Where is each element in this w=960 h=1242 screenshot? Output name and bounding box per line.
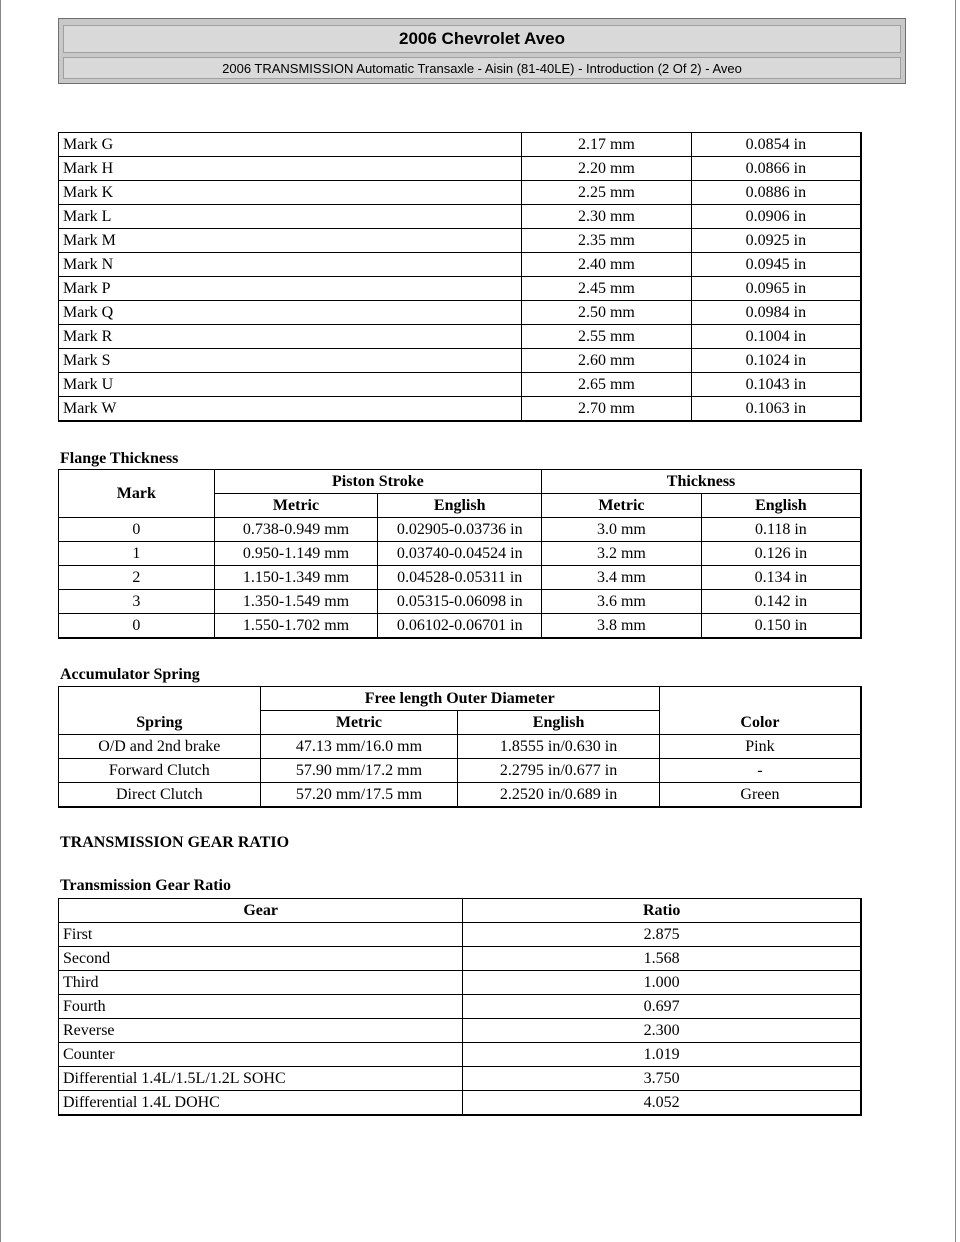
english-cell: 0.0965 in <box>691 277 861 301</box>
english-cell: 0.0866 in <box>691 157 861 181</box>
mark-cell: Mark H <box>59 157 522 181</box>
metric-cell: 2.50 mm <box>522 301 692 325</box>
english-cell: 0.0945 in <box>691 253 861 277</box>
metric-cell: 2.35 mm <box>522 229 692 253</box>
gear-cell: Reverse <box>59 1019 463 1043</box>
table-row <box>59 181 862 205</box>
spring-cell: O/D and 2nd brake <box>59 735 261 759</box>
table-row <box>59 542 862 566</box>
piston-english-cell: 0.04528-0.05311 in <box>378 566 542 590</box>
col-ps-metric: Metric <box>214 494 378 518</box>
metric-cell: 2.45 mm <box>522 277 692 301</box>
metric-cell: 2.20 mm <box>522 157 692 181</box>
metric-cell: 2.55 mm <box>522 325 692 349</box>
mark-cell: Mark L <box>59 205 522 229</box>
ratio-cell: 3.750 <box>463 1067 861 1091</box>
thickness-english-cell: 0.118 in <box>701 518 861 542</box>
thickness-metric-cell: 3.8 mm <box>542 614 702 639</box>
mark-cell: 3 <box>59 590 215 614</box>
gear-cell: Differential 1.4L/1.5L/1.2L SOHC <box>59 1067 463 1091</box>
mark-cell: Mark M <box>59 229 522 253</box>
table-row <box>59 301 862 325</box>
mark-cell: Mark R <box>59 325 522 349</box>
thickness-english-cell: 0.134 in <box>701 566 861 590</box>
ratio-cell: 0.697 <box>463 995 861 1019</box>
thickness-metric-cell: 3.2 mm <box>542 542 702 566</box>
gear-cell: Second <box>59 947 463 971</box>
metric-cell: 2.17 mm <box>522 133 692 157</box>
flange-body <box>59 518 862 639</box>
english-cell: 0.0886 in <box>691 181 861 205</box>
col-ps-english: English <box>378 494 542 518</box>
piston-metric-cell: 0.950-1.149 mm <box>214 542 378 566</box>
table-row <box>59 205 862 229</box>
thickness-english-cell: 0.142 in <box>701 590 861 614</box>
col-gear: Gear <box>59 899 463 923</box>
mark-cell: 2 <box>59 566 215 590</box>
thickness-english-cell: 0.126 in <box>701 542 861 566</box>
ratio-cell: 2.300 <box>463 1019 861 1043</box>
english-cell: 0.1004 in <box>691 325 861 349</box>
table-row <box>59 397 862 422</box>
gear-cell: Differential 1.4L DOHC <box>59 1091 463 1116</box>
piston-english-cell: 0.05315-0.06098 in <box>378 590 542 614</box>
ratio-cell: 1.019 <box>463 1043 861 1067</box>
mark-cell: Mark N <box>59 253 522 277</box>
mark-cell: Mark W <box>59 397 522 422</box>
page-border-left <box>0 0 1 1242</box>
piston-english-cell: 0.03740-0.04524 in <box>378 542 542 566</box>
gear-cell: Counter <box>59 1043 463 1067</box>
gear-cell: Third <box>59 971 463 995</box>
table-row <box>59 1043 862 1067</box>
col-t-metric: Metric <box>542 494 702 518</box>
document-header <box>58 18 906 84</box>
metric-cell: 2.25 mm <box>522 181 692 205</box>
table-row <box>59 229 862 253</box>
table-row <box>59 325 862 349</box>
color-cell: - <box>659 759 861 783</box>
metric-cell: 2.40 mm <box>522 253 692 277</box>
english-cell: 0.1063 in <box>691 397 861 422</box>
table-row <box>59 590 862 614</box>
table-row <box>59 253 862 277</box>
piston-english-cell: 0.06102-0.06701 in <box>378 614 542 639</box>
col-spring: Spring <box>59 687 261 735</box>
ratio-cell: 1.000 <box>463 971 861 995</box>
gear-body <box>59 923 862 1116</box>
ratio-cell: 4.052 <box>463 1091 861 1116</box>
piston-metric-cell: 0.738-0.949 mm <box>214 518 378 542</box>
thickness-metric-cell: 3.6 mm <box>542 590 702 614</box>
table-row <box>59 133 862 157</box>
document-subtitle: 2006 TRANSMISSION Automatic Transaxle - Aisin (81-40LE) - Introduction (2 Of 2) - Aveo <box>63 57 901 79</box>
ratio-cell: 2.875 <box>463 923 861 947</box>
col-t-english: English <box>701 494 861 518</box>
mark-cell: Mark K <box>59 181 522 205</box>
accumulator-heading: Accumulator Spring <box>60 666 200 683</box>
english-cell: 0.0906 in <box>691 205 861 229</box>
metric-cell: 57.20 mm/17.5 mm <box>260 783 458 808</box>
col-acc-metric: Metric <box>260 711 458 735</box>
table-row <box>59 373 862 397</box>
table-row <box>59 1091 862 1116</box>
flange-heading: Flange Thickness <box>60 450 179 467</box>
metric-cell: 47.13 mm/16.0 mm <box>260 735 458 759</box>
mark-cell: Mark P <box>59 277 522 301</box>
table-row <box>59 566 862 590</box>
metric-cell: 57.90 mm/17.2 mm <box>260 759 458 783</box>
piston-english-cell: 0.02905-0.03736 in <box>378 518 542 542</box>
section-heading: TRANSMISSION GEAR RATIO <box>60 834 290 851</box>
shim-marks-body <box>59 133 862 422</box>
accumulator-body <box>59 735 862 808</box>
col-thickness: Thickness <box>542 470 861 494</box>
table-row <box>59 518 862 542</box>
document-title: 2006 Chevrolet Aveo <box>63 25 901 53</box>
table-row <box>59 277 862 301</box>
mark-cell: Mark U <box>59 373 522 397</box>
piston-metric-cell: 1.150-1.349 mm <box>214 566 378 590</box>
metric-cell: 2.70 mm <box>522 397 692 422</box>
english-cell: 2.2520 in/0.689 in <box>458 783 660 808</box>
table-row <box>59 614 862 639</box>
spring-cell: Forward Clutch <box>59 759 261 783</box>
color-cell: Pink <box>659 735 861 759</box>
col-ratio: Ratio <box>463 899 861 923</box>
col-piston-stroke: Piston Stroke <box>214 470 541 494</box>
col-free-length: Free length Outer Diameter <box>260 687 659 711</box>
mark-cell: 0 <box>59 614 215 639</box>
metric-cell: 2.65 mm <box>522 373 692 397</box>
color-cell: Green <box>659 783 861 808</box>
english-cell: 0.1043 in <box>691 373 861 397</box>
table-row <box>59 783 862 808</box>
table-row <box>59 1067 862 1091</box>
table-row <box>59 971 862 995</box>
english-cell: 0.0854 in <box>691 133 861 157</box>
metric-cell: 2.30 mm <box>522 205 692 229</box>
english-cell: 0.0925 in <box>691 229 861 253</box>
table-row <box>59 349 862 373</box>
accumulator-spring-table <box>58 686 862 808</box>
col-color: Color <box>659 687 861 735</box>
thickness-metric-cell: 3.0 mm <box>542 518 702 542</box>
flange-thickness-table <box>58 469 862 639</box>
thickness-metric-cell: 3.4 mm <box>542 566 702 590</box>
table-row <box>59 759 862 783</box>
piston-metric-cell: 1.550-1.702 mm <box>214 614 378 639</box>
table-row <box>59 947 862 971</box>
spring-cell: Direct Clutch <box>59 783 261 808</box>
table-row <box>59 995 862 1019</box>
thickness-english-cell: 0.150 in <box>701 614 861 639</box>
col-acc-english: English <box>458 711 660 735</box>
mark-cell: Mark S <box>59 349 522 373</box>
english-cell: 1.8555 in/0.630 in <box>458 735 660 759</box>
table-row <box>59 1019 862 1043</box>
ratio-cell: 1.568 <box>463 947 861 971</box>
mark-cell: 1 <box>59 542 215 566</box>
page-border-right <box>955 0 956 1242</box>
piston-metric-cell: 1.350-1.549 mm <box>214 590 378 614</box>
table-row <box>59 157 862 181</box>
mark-cell: Mark Q <box>59 301 522 325</box>
english-cell: 2.2795 in/0.677 in <box>458 759 660 783</box>
english-cell: 0.1024 in <box>691 349 861 373</box>
english-cell: 0.0984 in <box>691 301 861 325</box>
shim-marks-table <box>58 132 862 422</box>
metric-cell: 2.60 mm <box>522 349 692 373</box>
mark-cell: 0 <box>59 518 215 542</box>
mark-cell: Mark G <box>59 133 522 157</box>
col-mark: Mark <box>59 470 215 518</box>
gear-cell: Fourth <box>59 995 463 1019</box>
gear-heading: Transmission Gear Ratio <box>60 877 231 894</box>
table-row <box>59 923 862 947</box>
gear-ratio-table <box>58 898 862 1116</box>
gear-cell: First <box>59 923 463 947</box>
table-row <box>59 735 862 759</box>
